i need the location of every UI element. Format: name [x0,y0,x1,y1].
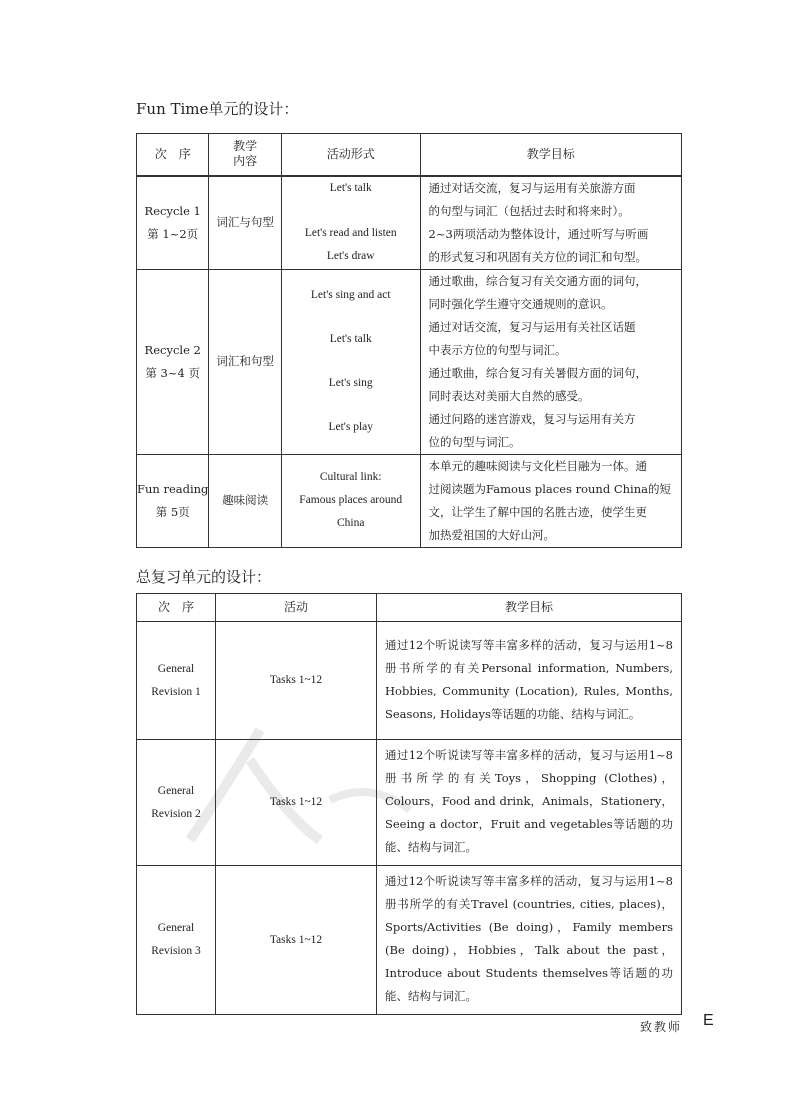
goal-line: 中表示方位的句型与词汇。 [428,342,567,357]
table-row [137,454,682,547]
section2-heading: 总复习单元的设计： [136,568,272,586]
activity-item: Let's sing and act [310,289,391,301]
goal-line: 的句型与词汇（包括过去时和将来时）。 [428,203,630,218]
table-row [137,622,682,740]
row-order-line2: 第 1~2页 [147,226,199,241]
section1-heading: Fun Time单元的设计： [136,100,299,118]
activity-item: Cultural link: [319,471,382,483]
row-activity: Tasks 1~12 [216,622,377,740]
row-goals [420,176,681,270]
table-row [137,866,682,1015]
row-order-line2: 第 3~4 页 [145,365,200,380]
goal-line: 文，让学生了解中国的名胜古迹，使学生更 [428,504,648,519]
table-header-row [137,594,682,622]
header-content [209,134,281,176]
row-order [137,454,209,547]
goal-line: 通过对话交流，复习与运用有关旅游方面 [428,180,636,195]
activity-item: Let's talk [329,333,372,345]
activity-item: China [336,517,365,529]
header-content-line1: 教学 [233,139,258,154]
activity-item: Famous places around [299,494,403,506]
row-order [137,740,216,866]
activity-item: Let's talk [329,182,372,194]
header-order: 次 序 [137,134,209,176]
goal-line: 过阅读题为Famous places round China的短 [428,481,671,496]
row-order-line2: 第 5页 [155,504,190,519]
row-order-line1: Recycle 2 [144,342,201,357]
row-content: 词汇和句型 [209,269,281,454]
activity-item: Let's draw [326,250,375,262]
row-order-line1: Fun reading [137,481,209,496]
goal-line: 同时强化学生遵守交通规则的意识。 [428,296,613,311]
row-goals [420,454,681,547]
activity-item: Let's read and listen [304,227,397,239]
header-content-line2: 内容 [233,154,258,169]
row-order-line1: Recycle 1 [144,203,201,218]
row-activity: Tasks 1~12 [216,740,377,866]
goal-line: 通过歌曲，综合复习有关交通方面的词句， [428,273,648,288]
row-goal: 通过12个听说读写等丰富多样的活动，复习与运用1~8册书所学的有关Toys，Shopping (Clothes)，Colours，Food and drink，Animals，Stationery，Seeing a doctor，Fruit and vegetables等话题的功能、结构与词汇。 [377,740,682,866]
table-header-row [137,134,682,176]
row-order-line1: General [157,784,195,797]
header-activity: 活动形式 [281,134,420,176]
row-goal: 通过12个听说读写等丰富多样的活动，复习与运用1~8册书所学的有关Personal information, Numbers, Hobbies, Community (Location), Rules, Months, Seasons, Holidays等话题的功能、结构与词汇。 [377,622,682,740]
row-content: 趣味阅读 [209,454,281,547]
goal-line: 通过问路的迷宫游戏，复习与运用有关方 [428,411,636,426]
page-letter: E [703,1012,714,1029]
activity-item: Let's sing [328,377,373,389]
row-goal: 通过12个听说读写等丰富多样的活动，复习与运用1~8册书所学的有关Travel (countries, cities, places)，Sports/Activities (Be doing)，Family members (Be doing)，Hobbies，Talk about the past，Introduce about Students themselves等话题的功能、结构与词汇。 [377,866,682,1015]
goal-line: 通过对话交流，复习与运用有关社区话题 [428,319,636,334]
goal-line: 加热爱祖国的大好山河。 [428,527,556,542]
row-order [137,176,209,270]
row-order-line2: Revision 1 [151,685,201,698]
table-row [137,269,682,454]
goal-line: 2~3两项活动为整体设计，通过听写与听画 [428,226,649,241]
goal-line: 通过歌曲，综合复习有关暑假方面的词句， [428,365,648,380]
row-order-line2: Revision 2 [151,807,201,820]
table-row [137,740,682,866]
row-order [137,866,216,1015]
row-activities [281,454,420,547]
row-order [137,622,216,740]
header-activity: 活动 [216,594,377,622]
goal-line: 的形式复习和巩固有关方位的词汇和句型。 [428,249,648,264]
table-row [137,176,682,270]
activity-item: Let's play [328,421,373,433]
goal-line: 位的句型与词汇。 [428,434,521,449]
goal-line: 同时表达对美丽大自然的感受。 [428,388,590,403]
footer-text: 致教师 [640,1020,683,1034]
row-activities [281,176,420,270]
header-order: 次 序 [137,594,216,622]
revision-table [136,593,682,1015]
row-order-line1: General [157,922,195,934]
goal-line: 本单元的趣味阅读与文化栏目融为一体。通 [428,458,648,473]
row-order-line1: General [157,662,195,675]
row-goals [420,269,681,454]
fun-time-table [136,133,682,548]
row-order-line2: Revision 3 [151,945,201,957]
row-activity: Tasks 1~12 [216,866,377,1015]
row-content: 词汇与句型 [209,176,281,270]
header-goal: 教学目标 [377,594,682,622]
header-goal: 教学目标 [420,134,681,176]
row-order [137,269,209,454]
row-activities [281,269,420,454]
